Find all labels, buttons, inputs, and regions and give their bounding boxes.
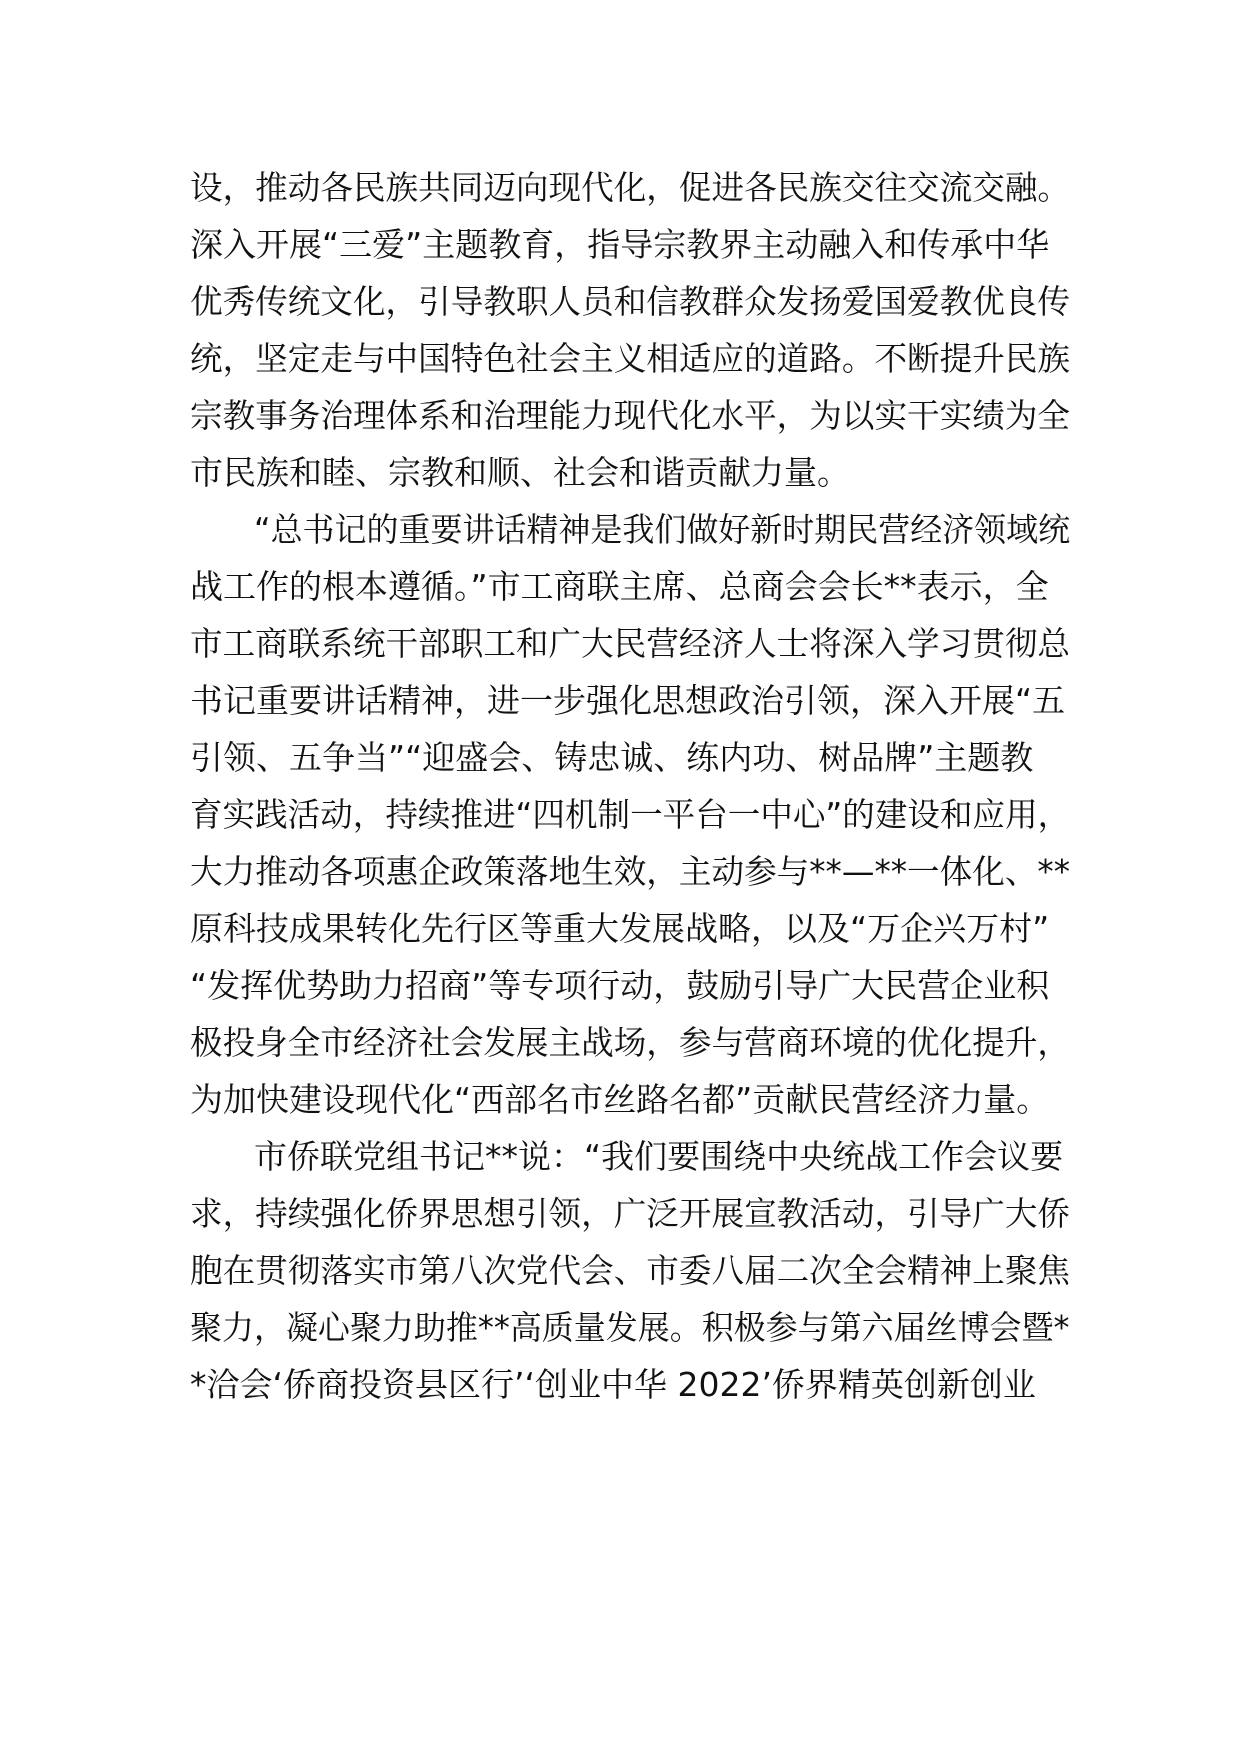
text-line: 原科技成果转化先行区等重大发展战略，以及“万企兴万村” [190,909,1050,948]
paragraph-first-line: 市侨联党组书记**说：“我们要围绕中央统战工作会议要 [254,1137,1064,1176]
text-line: 引领、五争当”“迎盛会、铸忠诚、练内功、树品牌”主题教 [190,738,1034,777]
text-line: 战工作的根本遵循。”市工商联主席、总商会会长**表示，全 [190,567,1049,606]
text-line: 深入开展“三爱”主题教育，指导宗教界主动融入和传承中华 [190,225,1050,264]
text-line: 育实践活动，持续推进“四机制一平台一中心”的建设和应用， [190,795,1071,834]
text-line: 胞在贯彻落实市第八次党代会、市委八届二次全会精神上聚焦 [190,1251,1070,1290]
text-line: 极投身全市经济社会发展主战场，参与营商环境的优化提升， [190,1023,1070,1062]
paragraph-first-line: “总书记的重要讲话精神是我们做好新时期民营经济领域统 [254,510,1071,549]
text-line: 市工商联系统干部职工和广大民营经济人士将深入学习贯彻总 [190,624,1070,663]
text-line: 统，坚定走与中国特色社会主义相适应的道路。不断提升民族 [190,339,1070,378]
text-line: 书记重要讲话精神，进一步强化思想政治引领，深入开展“五 [190,681,1066,720]
text-line: “发挥优势助力招商”等专项行动，鼓励引导广大民营企业积 [190,966,1050,1005]
text-line: 大力推动各项惠企政策落地生效，主动参与**—**一体化、** [190,852,1070,891]
text-line: 设，推动各民族共同迈向现代化，促进各民族交往交流交融。 [190,168,1070,207]
text-line: 求，持续强化侨界思想引领，广泛开展宣教活动，引导广大侨 [190,1194,1070,1233]
text-line: 市民族和睦、宗教和顺、社会和谐贡献力量。 [190,453,850,492]
text-line: 为加快建设现代化“西部名市丝路名都”贡献民营经济力量。 [190,1080,1050,1119]
text-line: 聚力，凝心聚力助推**高质量发展。积极参与第六届丝博会暨* [190,1308,1070,1347]
text-line: 优秀传统文化，引导教职人员和信教群众发扬爱国爱教优良传 [190,282,1070,321]
text-line: *洽会‘侨商投资县区行’‘创业中华 2022’侨界精英创新创业 [190,1365,1036,1404]
text-line: 宗教事务治理体系和治理能力现代化水平，为以实干实绩为全 [190,396,1070,435]
